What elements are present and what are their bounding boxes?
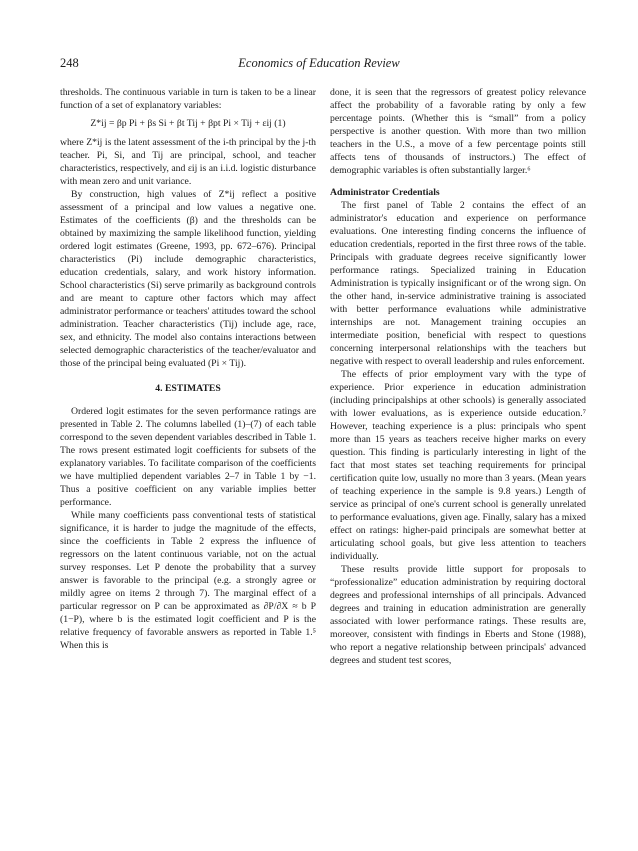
left-paragraph-1: thresholds. The continuous variable in turn is taken to be a linear function of a set of explanatory variables: xyxy=(60,87,316,111)
left-column xyxy=(60,86,316,652)
right-paragraph-1: done, it is seen that the regressors of greatest policy relevance affect the probability of a favorable rating by only a few percentage points. (Whether this is “small” from a policy perspective is another question. With more than two million teachers in the U.S., a move of a few percentage points still affects tens of thousands of instructors.) The effect of demographic variables is often substantially larger.⁶ xyxy=(330,87,586,176)
right-paragraph-2: The first panel of Table 2 contains the effect of an administrator's education and experience on performance evaluations. One interesting finding concerns the influence of education credentials, reported in the first three rows of the table. Principals with graduate degrees receive significantly lower performance ratings. Specialized training in Education Administration is typically insignificant or of the wrong sign. On the other hand, in-service administrative training is associated with better performance evaluations while administrative internships are not. Management training occupies an intermediate position, beneficial with respect to questions concerning interpersonal relationships with the teachers but negative with respect to overall leadership and rules enforcement. xyxy=(330,200,586,367)
section-heading-estimates: 4. ESTIMATES xyxy=(155,383,221,394)
subheading-administrator-credentials: Administrator Credentials xyxy=(330,187,440,198)
equation-1: Z*ij = βp Pi + βs Si + βt Tij + βpt Pi × Tij + εij (1) xyxy=(90,118,286,129)
page-number: 248 xyxy=(60,56,79,70)
right-paragraph-4: These results provide little support for proposals to “professionalize” education administration by requiring doctoral degrees and professional internships of all principals. Advanced degrees and training in education administration are generally associated with lower performance ratings. These results are, moreover, consistent with findings in Eberts and Stone (1988), who report a negative relationship between principals' advanced degrees and student test scores, xyxy=(330,564,586,666)
left-paragraph-4: Ordered logit estimates for the seven performance ratings are presented in Table 2. The columns labelled (1)–(7) of each table correspond to the seven dependent variables described in Table 1. The rows present estimated logit coefficients for subsets of the explanatory variables. To facilitate comparison of the coefficients we have multiplied dependent variables 2–7 in Table 1 by −1. Thus a positive coefficient on any variable implies better performance. xyxy=(60,406,316,508)
left-paragraph-2: where Z*ij is the latent assessment of the i-th principal by the j-th teacher. Pi, Si, and Tij are principal, school, and teacher characteristics, respectively, and εij is an i.i.d. logistic disturbance with mean zero and unit variance. xyxy=(60,137,316,187)
right-column xyxy=(330,86,586,667)
left-paragraph-3: By construction, high values of Z*ij reflect a positive assessment of a principal and low values a negative one. Estimates of the coefficients (β) and the thresholds can be obtained by maximizing the sample likelihood function, yielding ordered logit estimates (Greene, 1993, pp. 672–676). Principal characteristics (Pi) include demographic characteristics, education credentials, salary, and work history information. School characteristics (Si) serve primarily as background controls and are meant to capture other factors which may affect administrator performance or teachers' attitudes toward the school administration. Teacher characteristics (Tij) include age, race, sex, and ethnicity. The model also contains interactions between selected demographic characteristics of the teacher/evaluator and those of the principal being evaluated (Pi × Tij). xyxy=(60,189,316,369)
journal-title: Economics of Education Review xyxy=(238,56,400,70)
left-paragraph-5: While many coefficients pass conventional tests of statistical significance, it is harder to judge the magnitude of the effects, since the coefficients in Table 2 express the influence of regressors on the latent continuous variable, not on the actual survey responses. Let P denote the probability that a survey answer is favorable to the principal (e.g. a strongly agree or mildly agree on items 2 through 7). The marginal effect of a particular regressor on P can be approximated as ∂P/∂X ≈ b P (1−P), where b is the estimated logit coefficient and P is the relative frequency of favorable answers as reported in Table 1.⁵ When this is xyxy=(60,510,316,651)
page-header xyxy=(60,56,578,72)
right-paragraph-3: The effects of prior employment vary with the type of experience. Prior experience in education administration (including principalships at other schools) is generally associated with lower evaluations, as is experience outside education.⁷ However, teaching experience is a plus: principals who spent more than 15 years as teachers receive higher marks on every question. This finding is particularly interesting in light of the fact that most states set teaching requirements for principal certification quite low, usually no more than 3 years. (Mean years of teaching experience in the sample is 9.8 years.) Length of service as principal of one's current school is generally unrelated to performance evaluations, given age. Finally, salary has a mixed effect on ratings: higher-paid principals are somewhat better at articulating school goals, but give less attention to teachers individually. xyxy=(330,369,587,562)
